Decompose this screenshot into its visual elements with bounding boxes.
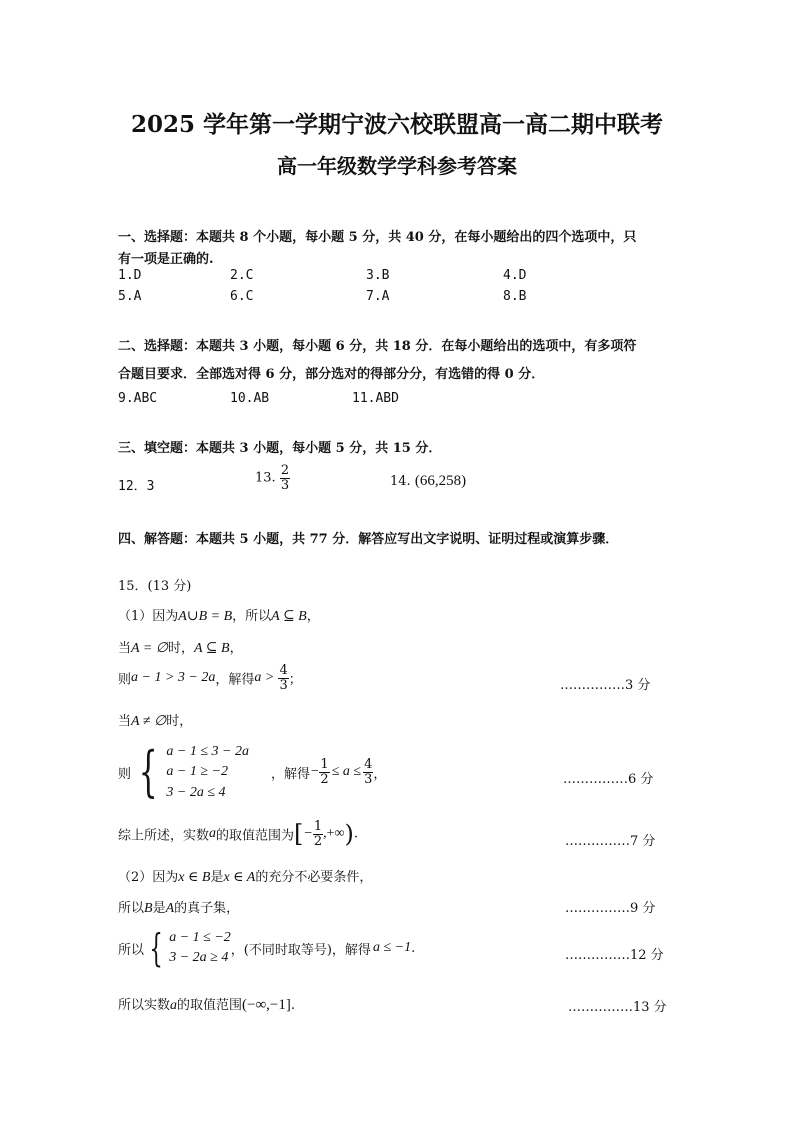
- score-9: ……………9 分: [565, 901, 656, 916]
- math-expr: A = ∅: [131, 641, 168, 656]
- math-expr: a >: [254, 670, 275, 686]
- text: .: [290, 998, 296, 1013]
- answer-12: 12．3: [118, 479, 155, 494]
- fraction-numerator: 4: [279, 663, 288, 678]
- answer-3: 3.B: [366, 268, 390, 283]
- fraction-numerator: 4: [364, 757, 373, 773]
- left-brace: {: [138, 740, 158, 804]
- fraction: [313, 820, 323, 848]
- text: ，解得: [215, 672, 255, 688]
- inequality-system: [166, 742, 249, 803]
- fraction: [363, 758, 373, 786]
- fraction-numerator: 1: [320, 757, 329, 773]
- answer-13-fraction: [280, 464, 290, 492]
- fraction-denominator: 2: [313, 833, 323, 849]
- bracket: [: [294, 820, 304, 849]
- math-expr: A ⊆ B: [193, 641, 230, 656]
- text: 的取值范围: [177, 998, 243, 1013]
- answer-13-label: 13.: [255, 470, 276, 486]
- math-expr: x ∈ A: [223, 870, 256, 885]
- then2-line: [118, 742, 386, 803]
- answer-14: [390, 473, 466, 490]
- fraction-denominator: 3: [280, 477, 290, 493]
- answer-7: 7.A: [366, 289, 390, 304]
- score-3: ……………3 分: [560, 678, 651, 693]
- text: 当: [118, 641, 132, 656]
- system-row: 3 − 2a ≥ 4: [169, 950, 229, 966]
- page-title: 2025 学年第一学期宁波六校联盟高一高二期中联考: [130, 111, 664, 138]
- bracket: ): [344, 820, 354, 849]
- text: ，所以: [232, 609, 272, 624]
- part2-line3: [118, 928, 415, 969]
- section2-heading-line1: 二、选择题：本题共 3 小题，每小题 6 分，共 18 分．在每小题给出的选项中，有多项符: [118, 339, 637, 354]
- text: ，: [373, 766, 387, 782]
- math-expr: ≤ a ≤: [331, 764, 362, 780]
- text: .: [353, 826, 359, 842]
- text: 的真子集，: [174, 901, 240, 916]
- math-expr: B: [144, 901, 153, 916]
- text: 所以: [118, 901, 145, 916]
- math-expr: A ≠ ∅: [131, 714, 167, 729]
- text: ，: [229, 641, 243, 656]
- math-expr: −: [309, 764, 320, 780]
- answer-10: 10.AB: [230, 391, 270, 406]
- text: .: [411, 940, 416, 956]
- math-expr: (−∞,−1]: [242, 997, 291, 1013]
- system-row: a − 1 ≥ −2: [166, 764, 228, 780]
- text: 的取值范围为: [216, 828, 295, 844]
- text: 则: [118, 766, 132, 782]
- math-expr: A: [165, 901, 175, 916]
- text: ；: [288, 672, 302, 688]
- summary-line: [118, 820, 358, 848]
- fraction-denominator: 3: [364, 771, 373, 787]
- score-6: ……………6 分: [563, 772, 654, 787]
- math-expr: ,+∞: [323, 826, 345, 842]
- then1-line: [118, 664, 302, 692]
- math-expr: A∪B = B: [178, 609, 233, 624]
- text: 是: [152, 901, 166, 916]
- answer-4: 4.D: [503, 268, 527, 283]
- math-expr: a: [170, 998, 178, 1013]
- text: 时，: [166, 714, 193, 729]
- inequality-system: [169, 928, 231, 969]
- text: 当: [118, 714, 132, 729]
- answer-8: 8.B: [503, 289, 527, 304]
- answer-5: 5.A: [118, 289, 142, 304]
- math-expr: x ∈ B: [178, 870, 211, 885]
- text: 时，: [167, 641, 194, 656]
- score-13: ……………13 分: [568, 1000, 667, 1015]
- page-subtitle: 高一年级数学学科参考答案: [277, 154, 517, 178]
- answer-13: [255, 464, 290, 492]
- fraction: [319, 758, 329, 786]
- score-7: ……………7 分: [565, 834, 656, 849]
- answer-11: 11.ABD: [352, 391, 399, 406]
- math-expr: a: [209, 826, 217, 842]
- answer-1: 1.D: [118, 268, 142, 283]
- section3-heading: 三、填空题：本题共 3 小题，每小题 5 分，共 15 分．: [118, 441, 442, 456]
- text: （1）因为: [118, 609, 179, 624]
- math-expr: −: [303, 826, 313, 842]
- system-row: a − 1 ≤ −2: [169, 930, 231, 945]
- text: （2）因为: [118, 870, 179, 885]
- system-wrap: [118, 928, 415, 969]
- fraction-numerator: 1: [313, 819, 323, 834]
- part2-line: [118, 866, 372, 886]
- text: ，(不同时取等号)，解得: [230, 942, 371, 958]
- system-row: a − 1 ≤ 3 − 2a: [166, 744, 249, 759]
- part1-intro: [118, 605, 320, 625]
- text: 所以: [118, 942, 145, 958]
- case2-line: [118, 710, 192, 730]
- section1-heading-line2: 有一项是正确的.: [118, 252, 214, 267]
- math-expr: a − 1 > 3 − 2a: [131, 670, 216, 686]
- left-brace: {: [149, 926, 163, 971]
- fraction-numerator: 2: [280, 463, 290, 478]
- fraction-denominator: 2: [320, 771, 329, 787]
- math-expr: a ≤ −1: [372, 940, 412, 956]
- q15-title: 15．(13 分): [118, 579, 192, 594]
- text: 则: [118, 672, 132, 688]
- text: 是: [210, 870, 224, 885]
- section4-heading: 四、解答题：本题共 5 小题，共 77 分．解答应写出文字说明、证明过程或演算步骤．: [118, 532, 619, 547]
- part2-line2: [118, 897, 239, 917]
- system-wrap: [118, 742, 386, 803]
- system-row: 3 − 2a ≤ 4: [166, 784, 226, 800]
- answer-14-label: 14.: [390, 474, 411, 489]
- final-line: [118, 994, 295, 1014]
- text: 的充分不必要条件，: [255, 870, 373, 885]
- text: 所以实数: [118, 998, 171, 1013]
- math-expr: A ⊆ B: [271, 609, 307, 624]
- fraction-denominator: 3: [279, 677, 288, 693]
- section2-heading-line2: 合题目要求．全部选对得 6 分，部分选对的得部分分，有选错的得 0 分．: [118, 367, 545, 382]
- answer-6: 6.C: [230, 289, 254, 304]
- fraction: [278, 664, 288, 692]
- text: ，: [306, 609, 320, 624]
- text: ，解得: [270, 766, 310, 782]
- score-12: ……………12 分: [565, 948, 664, 963]
- answer-14-value: (66,258): [414, 473, 467, 489]
- answer-2: 2.C: [230, 268, 254, 283]
- text: 综上所述，实数: [118, 828, 210, 844]
- answer-9: 9.ABC: [118, 391, 158, 406]
- section1-heading-line1: 一、选择题：本题共 8 个小题，每小题 5 分，共 40 分，在每小题给出的四个选项中，只: [118, 230, 637, 245]
- case1-line: [118, 637, 243, 657]
